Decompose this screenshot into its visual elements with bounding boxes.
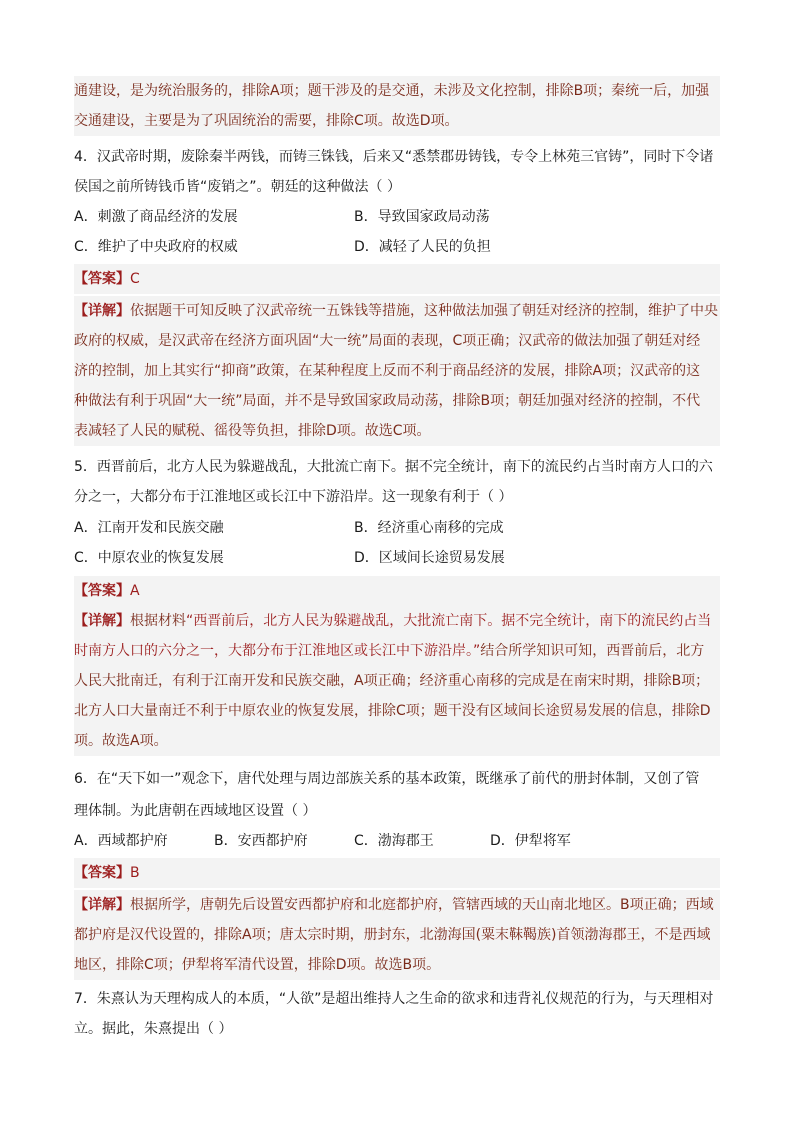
q6-detail-line-2 <box>74 920 720 950</box>
q5-detail-line-5 <box>74 726 720 756</box>
q4-detail-line-1 <box>74 296 720 326</box>
q4-detail-text: 济的控制，加上其实行“抑商”政策，在某种程度上反而不利于商品经济的发展，排除A项；汉武帝的这 <box>74 363 701 379</box>
q5-stem-line-1: 5．西晋前后，北方人民为躲避战乱，大批流亡南下。据不完全统计，南下的流民约占当时南方人口的六 <box>74 459 713 475</box>
answer-value: A <box>130 583 140 599</box>
q6-detail-line-3 <box>74 950 720 980</box>
q5-options-row-2 <box>74 543 720 573</box>
q5-option-b: B．经济重心南移的完成 <box>354 520 504 536</box>
q6-answer <box>74 858 720 888</box>
q5-answer <box>74 576 720 606</box>
detail-label: 【详解】 <box>74 897 130 913</box>
answer-label: 【答案】 <box>74 271 130 287</box>
q4-detail-line-4 <box>74 386 720 416</box>
q4-detail-text: 表减轻了人民的赋税、徭役等负担，排除D项。故选C项。 <box>74 423 431 439</box>
q4-option-d: D．减轻了人民的负担 <box>354 239 491 255</box>
answer-label: 【答案】 <box>74 865 130 881</box>
q5-option-d: D．区域间长途贸易发展 <box>354 550 505 566</box>
q5-detail-text: 结合所学知识可知，西晋前后，北方 <box>480 643 705 659</box>
q5-detail-text: 根据材料 <box>130 613 186 629</box>
q4-detail-text: 种做法有利于巩固“大一统”局面，并不是导致国家政局动荡，排除B项；朝廷加强对经济的控制，不代 <box>74 393 701 409</box>
q6-detail-text: 地区，排除C项；伊犁将军清代设置，排除D项。故选B项。 <box>74 957 441 973</box>
q4-detail-line-5 <box>74 416 720 446</box>
q4-options-row-2 <box>74 232 720 262</box>
q6-option-c: C．渤海郡王 <box>354 833 434 849</box>
q3-detail-text: 通建设，是为统治服务的，排除A项；题干涉及的是交通，未涉及文化控制，排除B项；秦统一后，加强 <box>74 83 710 99</box>
q5-detail-text: 人民大批南迁，有利于江南开发和民族交融，A项正确；经济重心南移的完成是在南宋时期，排除B项； <box>74 673 710 689</box>
q6-option-d: D．伊犁将军 <box>490 833 571 849</box>
q5-detail-line-3 <box>74 666 720 696</box>
detail-label: 【详解】 <box>74 613 130 629</box>
q6-option-b: B．安西都护府 <box>214 833 308 849</box>
q5-detail-text: 北方人口大量南迁不利于中原农业的恢复发展，排除C项；题干没有区域间长途贸易发展的信息，排除D <box>74 703 711 719</box>
q5-option-c: C．中原农业的恢复发展 <box>74 550 224 566</box>
q5-detail-line-2 <box>74 636 720 666</box>
q3-detail-line-2 <box>74 106 720 136</box>
q7-stem-line-1: 7．朱熹认为天理构成人的本质，“人欲”是超出维持人之生命的欲求和违背礼仪规范的行为，与天理相对 <box>74 991 714 1007</box>
q6-option-a: A．西域都护府 <box>74 833 168 849</box>
q5-option-a: A．江南开发和民族交融 <box>74 520 224 536</box>
q5-detail-text: 项。故选A项。 <box>74 733 168 749</box>
detail-label: 【详解】 <box>74 303 130 319</box>
q4-option-c: C．维护了中央政府的权威 <box>74 239 238 255</box>
q5-options-row-1 <box>74 513 720 543</box>
q5-quoted-material: 时南方人口的六分之一，大都分布于江淮地区或长江中下游沿岸。” <box>74 643 481 659</box>
q3-detail-text: 交通建设，主要是为了巩固统治的需要，排除C项。故选D项。 <box>74 113 459 129</box>
q6-stem-line-1: 6．在“天下如一”观念下，唐代处理与周边部族关系的基本政策，既继承了前代的册封体制，又创了管 <box>74 771 700 787</box>
q4-option-b: B．导致国家政局动荡 <box>354 209 490 225</box>
q7-stem-line-2: 立。据此，朱熹提出（ ） <box>74 1021 233 1037</box>
q4-answer <box>74 264 720 294</box>
q5-detail-line-1 <box>74 606 720 636</box>
answer-value: B <box>130 865 140 881</box>
q6-detail-text: 都护府是汉代设置的，排除A项；唐太宗时期，册封东，北渤海国(粟末靺鞨族)首领渤海郡王，不是西域 <box>74 927 711 943</box>
q4-stem-line-2: 侯国之前所铸钱币皆“废销之”。朝廷的这种做法（ ） <box>74 179 401 195</box>
q5-stem-line-2: 分之一，大都分布于江淮地区或长江中下游沿岸。这一现象有利于（ ） <box>74 489 513 505</box>
answer-value: C <box>130 271 140 287</box>
q4-stem-line-1: 4．汉武帝时期，废除秦半两钱，而铸三铢钱，后来又“悉禁郡毋铸钱，专令上林苑三官铸”，同时下令诸 <box>74 149 714 165</box>
q4-options-row-1 <box>74 202 720 232</box>
q3-detail-line-1 <box>74 76 720 106</box>
q6-detail-line-1 <box>74 890 720 920</box>
q6-options-row <box>74 826 720 856</box>
q4-detail-line-3 <box>74 356 720 386</box>
answer-label: 【答案】 <box>74 583 130 599</box>
q4-detail-line-2 <box>74 326 720 356</box>
q5-quoted-material: “西晋前后，北方人民为躲避战乱，大批流亡南下。据不完全统计，南下的流民约占当 <box>186 613 712 629</box>
q4-detail-text: 政府的权威，是汉武帝在经济方面巩固“大一统”局面的表现，C项正确；汉武帝的做法加强了朝廷对经 <box>74 333 701 349</box>
q6-stem-line-2: 理体制。为此唐朝在西域地区设置（ ） <box>74 803 317 819</box>
q6-detail-text: 根据所学，唐朝先后设置安西都护府和北庭都护府，管辖西域的天山南北地区。B项正确；西域 <box>130 897 714 913</box>
q4-detail-text: 依据题干可知反映了汉武帝统一五铢钱等措施，这种做法加强了朝廷对经济的控制，维护了中央 <box>130 303 718 319</box>
q4-option-a: A．刺激了商品经济的发展 <box>74 209 238 225</box>
q5-detail-line-4 <box>74 696 720 726</box>
